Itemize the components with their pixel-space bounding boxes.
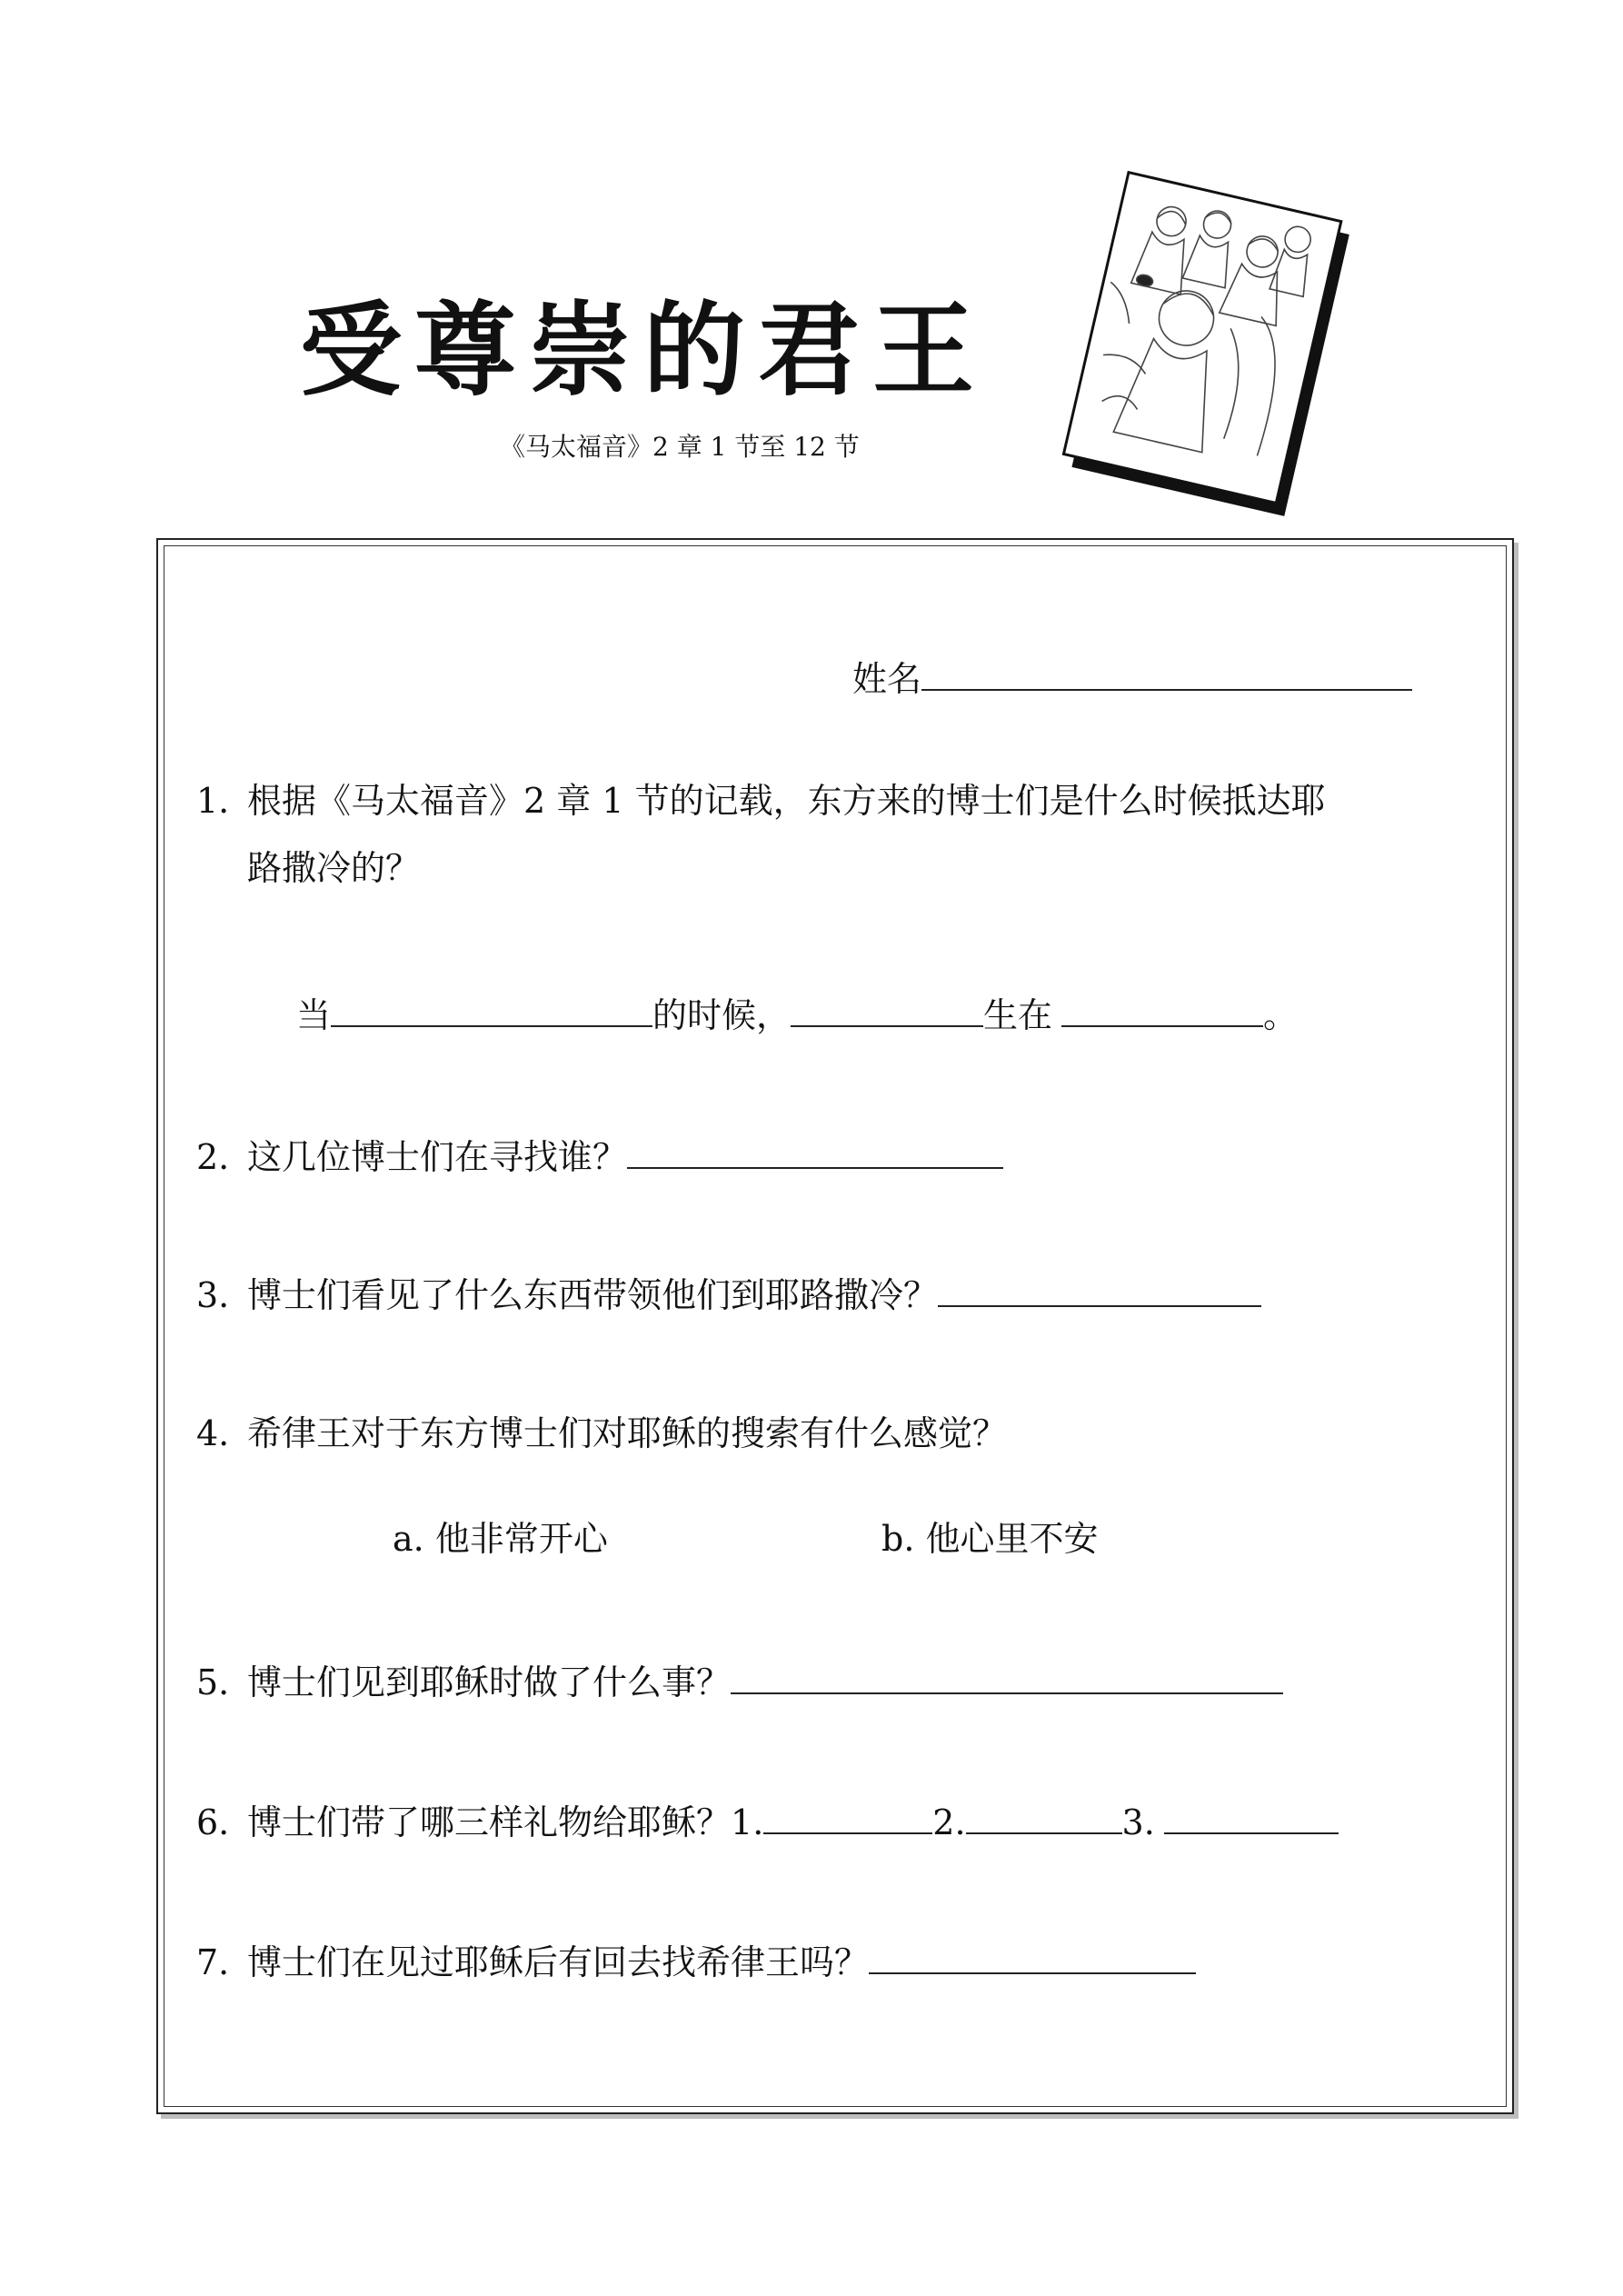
question-number: 1. — [196, 781, 230, 821]
question-number: 5. — [196, 1662, 230, 1702]
question-number: 3. — [196, 1275, 230, 1315]
name-label: 姓名 — [852, 659, 922, 699]
magi-visiting-child-icon — [1043, 169, 1370, 533]
answer-blank[interactable] — [731, 1656, 1283, 1694]
name-field — [852, 651, 1412, 701]
answer-end: 。 — [1263, 995, 1299, 1035]
question-5 — [196, 1656, 1283, 1708]
gift-slot-label: 2. — [932, 1802, 966, 1842]
question-text: 博士们看见了什么东西带领他们到耶路撒冷？ — [247, 1275, 939, 1315]
worksheet-frame — [156, 538, 1514, 2114]
answer-blank[interactable] — [331, 989, 652, 1027]
gift-blank-1[interactable] — [763, 1796, 932, 1834]
question-text-continued: 路撒冷的？ — [247, 848, 421, 888]
question-number: 7. — [196, 1942, 230, 1982]
question-number: 6. — [196, 1802, 230, 1842]
question-3 — [196, 1269, 1261, 1321]
question-1 — [196, 776, 1326, 826]
answer-blank[interactable] — [869, 1936, 1196, 1974]
gift-blank-3[interactable] — [1164, 1796, 1339, 1834]
question-7 — [196, 1936, 1196, 1988]
option-b-label: b. 他心里不安 — [881, 1519, 1099, 1559]
scripture-reference: 《马太福音》2 章 1 节至 12 节 — [500, 432, 860, 462]
answer-blank[interactable] — [791, 989, 983, 1027]
gift-slot-label: 3. — [1121, 1802, 1155, 1842]
question-text: 博士们带了哪三样礼物给耶稣？ — [247, 1802, 732, 1842]
question-6 — [196, 1796, 1339, 1848]
question-2 — [196, 1131, 1003, 1183]
gift-slot-label: 1. — [731, 1802, 764, 1842]
question-number: 2. — [196, 1137, 230, 1177]
gift-blank-2[interactable] — [966, 1796, 1122, 1834]
question-text: 希律王对于东方博士们对耶稣的搜索有什么感觉？ — [247, 1413, 1008, 1453]
answer-prefix: 当 — [296, 995, 332, 1035]
question-1-answer — [296, 989, 1298, 1041]
answer-connector: 生在 — [983, 995, 1053, 1035]
name-input-blank[interactable] — [921, 653, 1412, 691]
option-b[interactable] — [881, 1514, 1098, 1564]
question-text: 博士们见到耶稣时做了什么事？ — [247, 1662, 732, 1702]
question-4 — [196, 1409, 1007, 1459]
question-1-line2 — [247, 844, 420, 893]
question-text: 根据《马太福音》2 章 1 节的记载，东方来的博士们是什么时候抵达耶 — [247, 781, 1326, 821]
page-title: 受尊崇的君王 — [300, 292, 987, 410]
question-number: 4. — [196, 1413, 230, 1453]
answer-blank[interactable] — [938, 1269, 1261, 1307]
answer-blank[interactable] — [627, 1131, 1003, 1169]
question-text: 这几位博士们在寻找谁？ — [247, 1137, 628, 1177]
option-a[interactable] — [393, 1514, 608, 1564]
question-text: 博士们在见过耶稣后有回去找希律王吗？ — [247, 1942, 870, 1982]
answer-blank[interactable] — [1061, 989, 1263, 1027]
option-a-label: a. 他非常开心 — [393, 1519, 608, 1559]
answer-connector: 的时候， — [652, 995, 792, 1035]
